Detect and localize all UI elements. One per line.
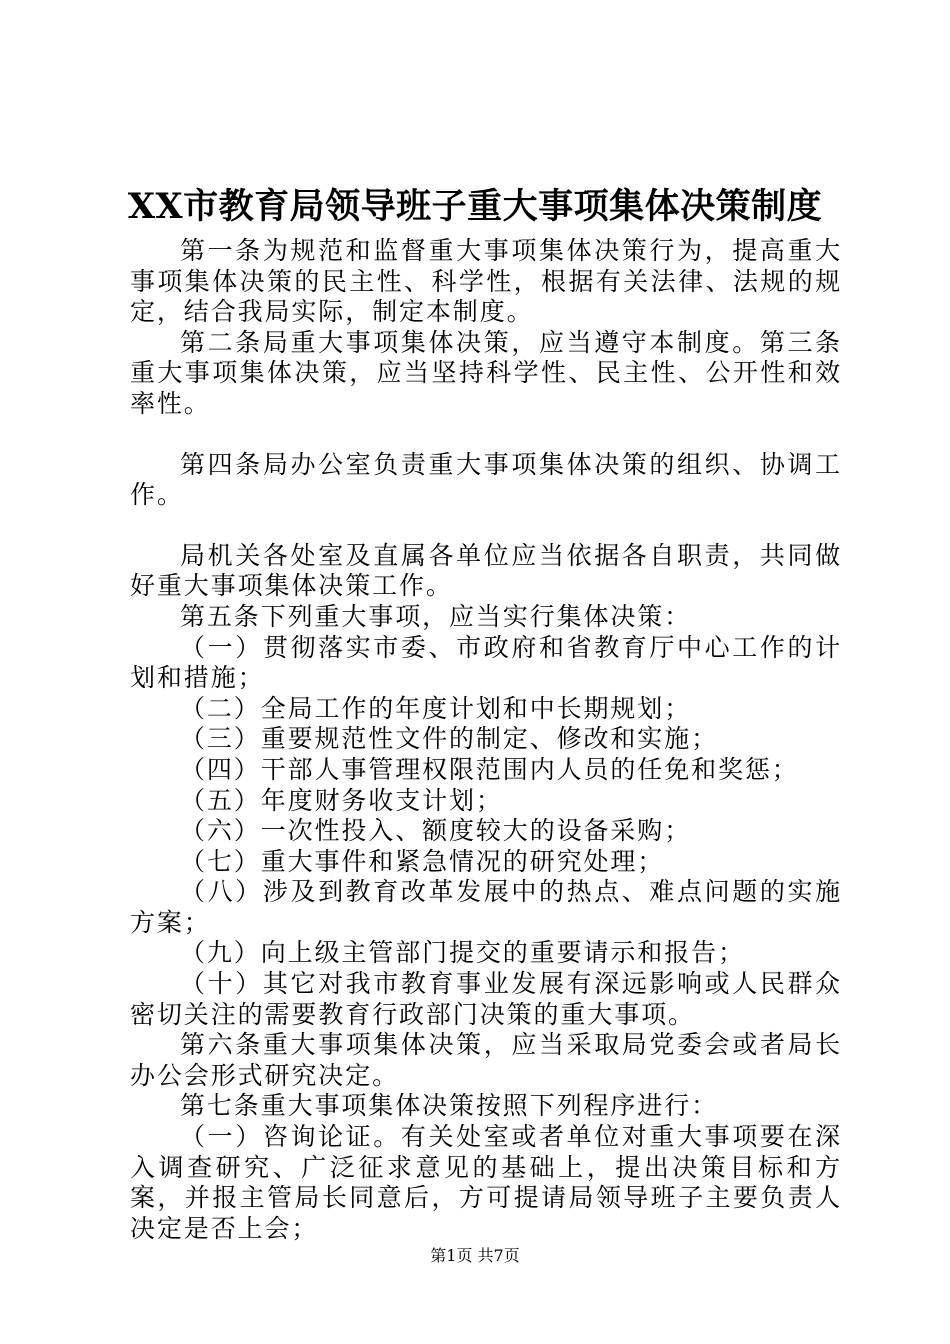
list-item-8: （八）涉及到教育改革发展中的热点、难点问题的实施方案； <box>130 877 842 937</box>
paragraph-article-4: 第四条局办公室负责重大事项集体决策的组织、协调工作。 <box>130 449 842 510</box>
list-item-5: （五）年度财务收支计划； <box>180 785 503 815</box>
list-item-4: （四）干部人事管理权限范围内人员的任免和奖惩； <box>180 754 799 784</box>
document-title: XX市教育局领导班子重大事项集体决策制度 <box>127 186 823 227</box>
document-body <box>130 236 842 1244</box>
list-item-1: （一）贯彻落实市委、市政府和省教育厅中心工作的计划和措施； <box>130 632 842 693</box>
page-footer: 第1页 共7页 <box>430 1246 520 1265</box>
list-item-2: （二）全局工作的年度计划和中长期规划； <box>180 693 692 723</box>
paragraph-article-7: 第七条重大事项集体决策按照下列程序进行： <box>180 1091 719 1121</box>
paragraph-article-5: 第五条下列重大事项，应当实行集体决策： <box>180 601 692 631</box>
list-item-6: （六）一次性投入、额度较大的设备采购； <box>180 816 692 846</box>
list-item-9: （九）向上级主管部门提交的重要请示和报告； <box>180 938 745 968</box>
paragraph-article-1: 第一条为规范和监督重大事项集体决策行为，提高重大事项集体决策的民主性、科学性，根据有关法律、法规的规定，结合我局实际，制定本制度。 <box>130 236 842 327</box>
procedure-item-1: （一）咨询论证。有关处室或者单位对重大事项要在深入调查研究、广泛征求意见的基础上，提出决策目标和方案，并报主管局长同意后，方可提请局领导班子主要负责人决定是否上会； <box>130 1122 842 1243</box>
list-item-10: （十）其它对我市教育事业发展有深远影响或人民群众密切关注的需要教育行政部门决策的重大事项。 <box>130 969 842 1029</box>
paragraph-article-2-3: 第二条局重大事项集体决策，应当遵守本制度。第三条重大事项集体决策，应当坚持科学性、民主性、公开性和效率性。 <box>130 327 842 418</box>
paragraph-departments: 局机关各处室及直属各单位应当依据各自职责，共同做好重大事项集体决策工作。 <box>130 540 842 601</box>
paragraph-article-6: 第六条重大事项集体决策，应当采取局党委会或者局长办公会形式研究决定。 <box>130 1030 842 1090</box>
list-item-7: （七）重大事件和紧急情况的研究处理； <box>180 846 665 876</box>
list-item-3: （三）重要规范性文件的制定、修改和实施； <box>180 724 719 754</box>
